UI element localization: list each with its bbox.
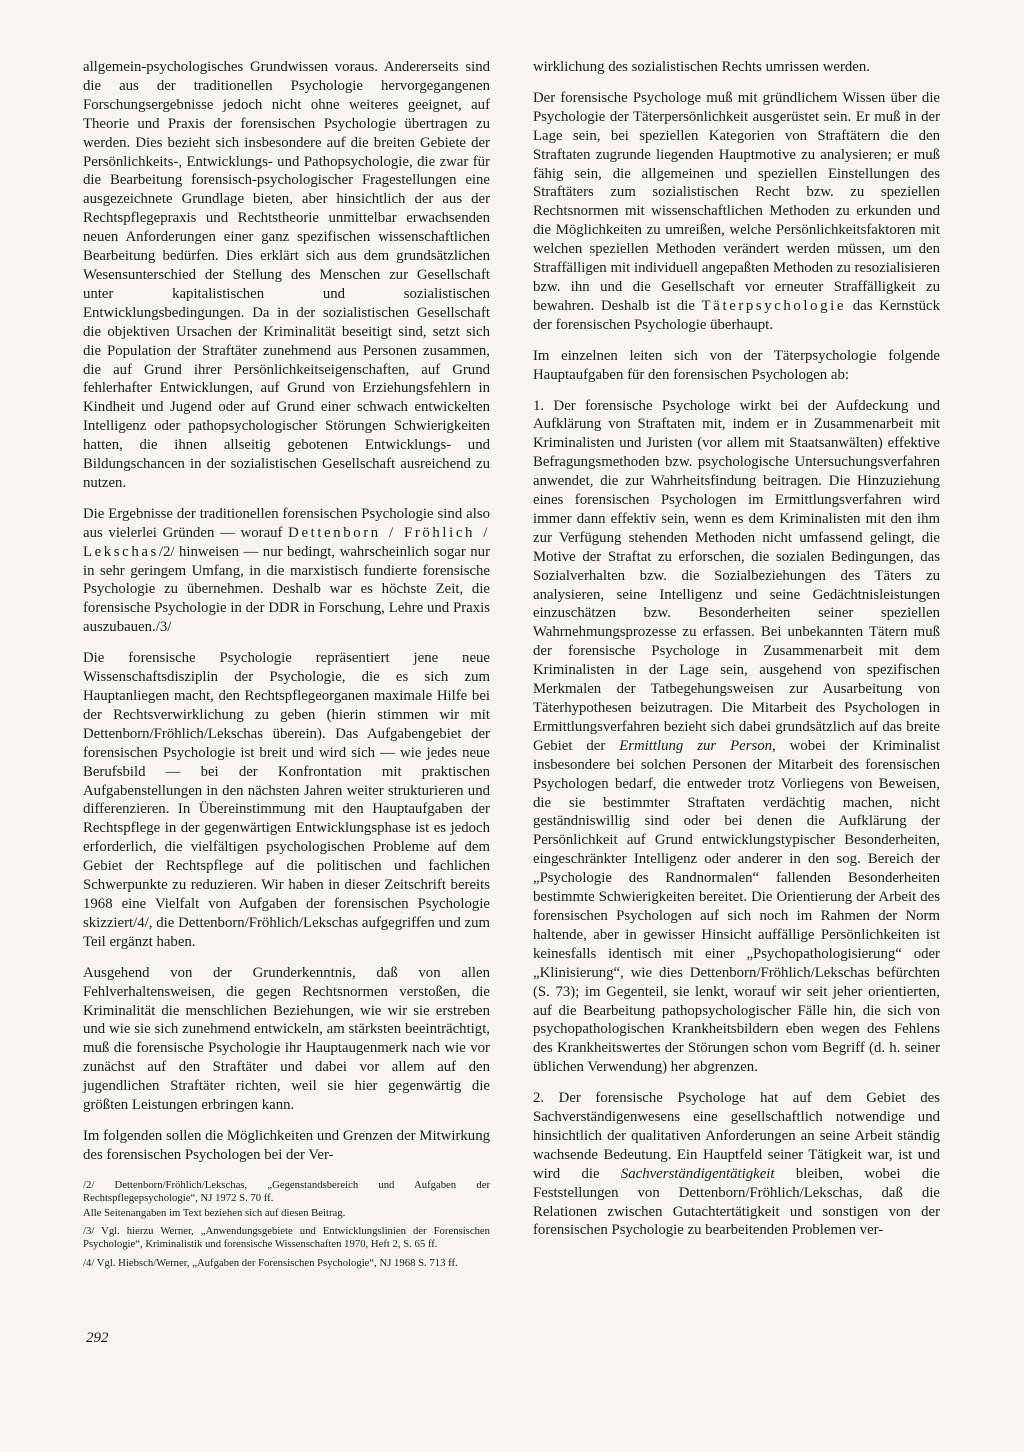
footnote-4: /4/ Vgl. Hiebsch/Werner, „Aufgaben der Forensischen Psychologie“, NJ 1968 S. 713 ff. [83,1256,458,1269]
right-column [533,58,940,1252]
paragraph: wirklichung des sozialistischen Rechts umrissen werden. [533,59,870,75]
page-number: 292 [86,1330,109,1346]
italic-term: Sachverständigentätigkeit [620,1165,775,1182]
paragraph [83,505,490,637]
paragraph: Die forensische Psychologie repräsentiert jene neue Wissenschaftsdisziplin der Psychologie, die es sich zum Hauptanliegen macht, den Rechtspflegeorganen maximale Hilfe bei der Rechtsverwirklichung zu geben (hierin stimmen wir mit Dettenborn/Fröhlich/Lekschas überein). Das Aufgabengebiet der forensischen Psychologie ist breit und wird sich — wie jedes neue Berufsbild — bei der Konfrontation mit praktischen Aufgabenstellungen in den nächsten Jahren weiter strukturieren und differenzieren. In Übereinstimmung mit den Hauptaufgaben der Rechtspflege in der gegenwärtigen Entwicklungsphase ist es jedoch erforderlich, die vielfältigen psychologischen Probleme auf dem Gebiet der Rechtspflege auf die politischen und fachlichen Schwerpunkte zu reduzieren. Wir haben in dieser Zeitschrift bereits 1968 eine Vielfalt von Aufgaben der forensischen Psychologie skizziert/4/, die Dettenborn/Fröhlich/Lekschas aufgegriffen und zum Teil ergänzt haben. [83,650,490,950]
text-run: /2/ hinweisen — nur bedingt, wahrscheinlich sogar nur in sehr geringem Umfang, in die marxistisch fundierte forensische Psychologie zu übernehmen. Deshalb war es höchste Zeit, die forensische Psychologie in der DDR in Forschung, Lehre und Praxis auszubauen./3/ [83,543,490,636]
spaced-author-names: Dettenborn / Fröhlich / Lekschas [83,524,490,560]
text-run: , wobei der Kriminalist insbesondere bei solchen Personen der Mitarbeit des forensischen Psychologen bedarf, die entweder trotz Vorliegens von Beweisen, die sie bestimmter Straftaten verdächtig machen, nicht geständniswillig sind oder bei denen die Aufklärung der Persönlichkeit auf Grund entwicklungstypischer Besonderheiten, eingeschränkter Intelligenz oder anderer in den sog. Bereich der „Psychologie des Randnormalen“ fallenden Besonderheiten bestimmte Schwierigkeiten bereitet. Die Orientierung der Arbeit des forensischen Psychologen auf sich noch im Rahmen der Norm haltende, aber in gewisser Hinsicht auffällige Persönlichkeiten ist keinesfalls identisch mit einer „Psychopathologisierung“ oder „Klinisierung“, wie dies Dettenborn/Fröhlich/Lekschas befürchten (S. 73); im Gegenteil, sie lenkt, worauf wir seit jeher orientierten, auf die Bearbeitung pathopsychologischer Fälle hin, die sich von psychopathologischen Krankheitsbildern eben wegen des Fehlens des Krankheitswertes der Störungen schon vom Begriff (d. h. seiner üblichen Verwendung) her abgrenzen. [533,737,940,1076]
paragraph: allgemein-psychologisches Grundwissen voraus. Andererseits sind die aus der traditionellen Psychologie hervorgegangenen Forschungsergebnisse jedoch nicht ohne weiteres geeignet, auf Theorie und Praxis der forensischen Psychologie übertragen zu werden. Dies bezieht sich insbesondere auf die breiten Gebiete der Persönlichkeits-, Entwicklungs- und Pathopsychologie, die zwar für die Bearbeitung forensisch-psychologischer Fragestellungen eine ausgezeichnete Grundlage bieten, aber hinsichtlich der aus der Rechtspflegepraxis und Rechtstheorie unmittelbar erwachsenden neuen Anforderungen einer ganz spezifischen wissenschaftlichen Bearbeitung bedürfen. Dies erklärt sich aus dem grundsätzlichen Wesensunterschied der Stellung des Menschen zur Gesellschaft unter kapitalistischen und sozialistischen Entwicklungsbedingungen. Da in der sozialistischen Gesellschaft die objektiven Ursachen der Kriminalität beseitigt sind, setzt sich die Population der Straftäter zunehmend aus Personen zusammen, die auf Grund ihrer Persönlichkeitseigenschaften, auf Grund fehlerhafter Entwicklungen, auf Grund von Erziehungsfehlern in Kindheit und Jugend oder auf Grund einer schwach entwickelten Intelligenz oder pathopsychologischer Störungen Schwierigkeiten hatten, die ihnen allseitig gebotenen Entwicklungs- und Bildungschancen in der sozialistischen Gesellschaft ausreichend zu nutzen. [83,59,490,491]
paragraph [533,89,940,335]
footnotes [83,1179,490,1270]
text-run: Der forensische Psychologe muß mit gründlichem Wissen über die Psychologie der Täterpersönlichkeit ausgerüstet sein. Er muß in der Lage sein, bei speziellen Kategorien von Straftätern die den Straftaten zugrunde liegenden Hauptmotive zu analysieren; er muß fähig sein, die allgemeinen und speziellen Einstellungen des Straftäters zum sozialistischen Recht bzw. zu speziellen Rechtsnormen mit wissenschaftlichen Methoden zu erkunden und die Möglichkeiten zu umreißen, welche Persönlichkeitsfaktoren mit welchen speziellen Methoden verändert werden müssen, um den Straffälligen mit individuell angepaßten Methoden zu resozialisieren bzw. ihn und die Gesellschaft vor erneuter Straffälligkeit zu bewahren. Deshalb ist die [533,89,940,314]
paragraph: Im einzelnen leiten sich von der Täterpsychologie folgende Hauptaufgaben für den forensischen Psychologen ab: [533,347,940,383]
left-column [83,58,490,1275]
paragraph: Ausgehend von der Grunderkenntnis, daß von allen Fehlverhaltensweisen, die gegen Rechtsnormen verstoßen, die Kriminalität die menschlichen Beziehungen, wie wir sie erstreben und wie sie sich zunehmend entwickeln, am stärksten beeinträchtigt, muß die forensische Psychologie ihr Hauptaugenmerk nach wie vor zunächst auf den Straftäter und dabei vor allem auf den jugendlichen Straftäter richten, weil sie hier gegenwärtig die größten Leistungen erbringen kann. [83,964,490,1114]
paragraph: Im folgenden sollen die Möglichkeiten und Grenzen der Mitwirkung des forensischen Psychologen bei der Ver- [83,1127,490,1163]
text-run: 2. Der forensische Psychologe hat auf dem Gebiet des Sachverständigenwesens eine gesellschaftlich notwendige und hinsichtlich der qualitativen Anforderungen an seine Arbeit ständig wachsende Bedeutung. Ein Hauptfeld seiner Tätigkeit war, ist und wird die [533,1090,940,1182]
footnote-2-continuation: Alle Seitenangaben im Text beziehen sich auf diesen Beitrag. [83,1206,346,1219]
footnote-3: /3/ Vgl. hierzu Werner, „Anwendungsgebiete und Entwicklungslinien der Forensischen Psychologie“, Kriminalistik und forensische Wissenschaften 1970, Heft 2, S. 65 ff. [83,1224,490,1251]
paragraph [533,397,940,1078]
text-run: bleiben, wobei die Feststellungen von Dettenborn/Fröhlich/Lekschas, daß die Relationen zwischen Gutachtertätigkeit und sonstigen von der forensischen Psychologie zu bearbeitenden Problemen ver- [533,1165,940,1239]
text-run: das Kernstück der forensischen Psychologie überhaupt. [533,297,940,333]
italic-term: Ermittlung zur Person [619,737,773,754]
text-run: 1. Der forensische Psychologe wirkt bei der Aufdeckung und Aufklärung von Straftaten mit, indem er in Zusammenarbeit mit Kriminalisten und Juristen (vor allem mit Staatsanwälten) effektive Befragungsmethoden bzw. psychologische Untersuchungsverfahren anwendet, die zur Wahrheitsfindung beitragen. Die Hinzuziehung eines forensischen Psychologen im Ermittlungsverfahren wird immer dann effektiv sein, wenn es dem Kriminalisten mit den ihm zur Verfügung stehenden Methoden nicht umfassend gelingt, die Motive der Straftat zu erforschen, die sozialen Bedingungen, das Sozialverhalten bzw. die Sozialbeziehungen des Täters zu analysieren, seine Intelligenz und seine Gedächtnisleistungen einzuschätzen bzw. Besonderheiten seiner speziellen Wahrnehmungsprozesse zu erfassen. Bei unbekannten Tätern muß der forensische Psychologe in Zusammenarbeit mit dem Kriminalisten in der Lage sein, ausgehend von spezifischen Merkmalen der Tatbegehungsweisen zur Ausarbeitung von Täterhypothesen beizutragen. Die Mitarbeit des Psychologen in Ermittlungsverfahren bezieht sich dabei grundsätzlich auf das breite Gebiet der [533,397,940,754]
footnote-2: /2/ Dettenborn/Fröhlich/Lekschas, „Gegenstandsbereich und Aufgaben der Rechtspflegepsychologie“, NJ 1972 S. 70 ff. [83,1178,490,1205]
paragraph [533,1089,940,1240]
text-run: Die Ergebnisse der traditionellen forensischen Psychologie sind also aus vielerlei Gründen — worauf [83,505,490,541]
spaced-term: Täterpsychologie [701,297,846,314]
